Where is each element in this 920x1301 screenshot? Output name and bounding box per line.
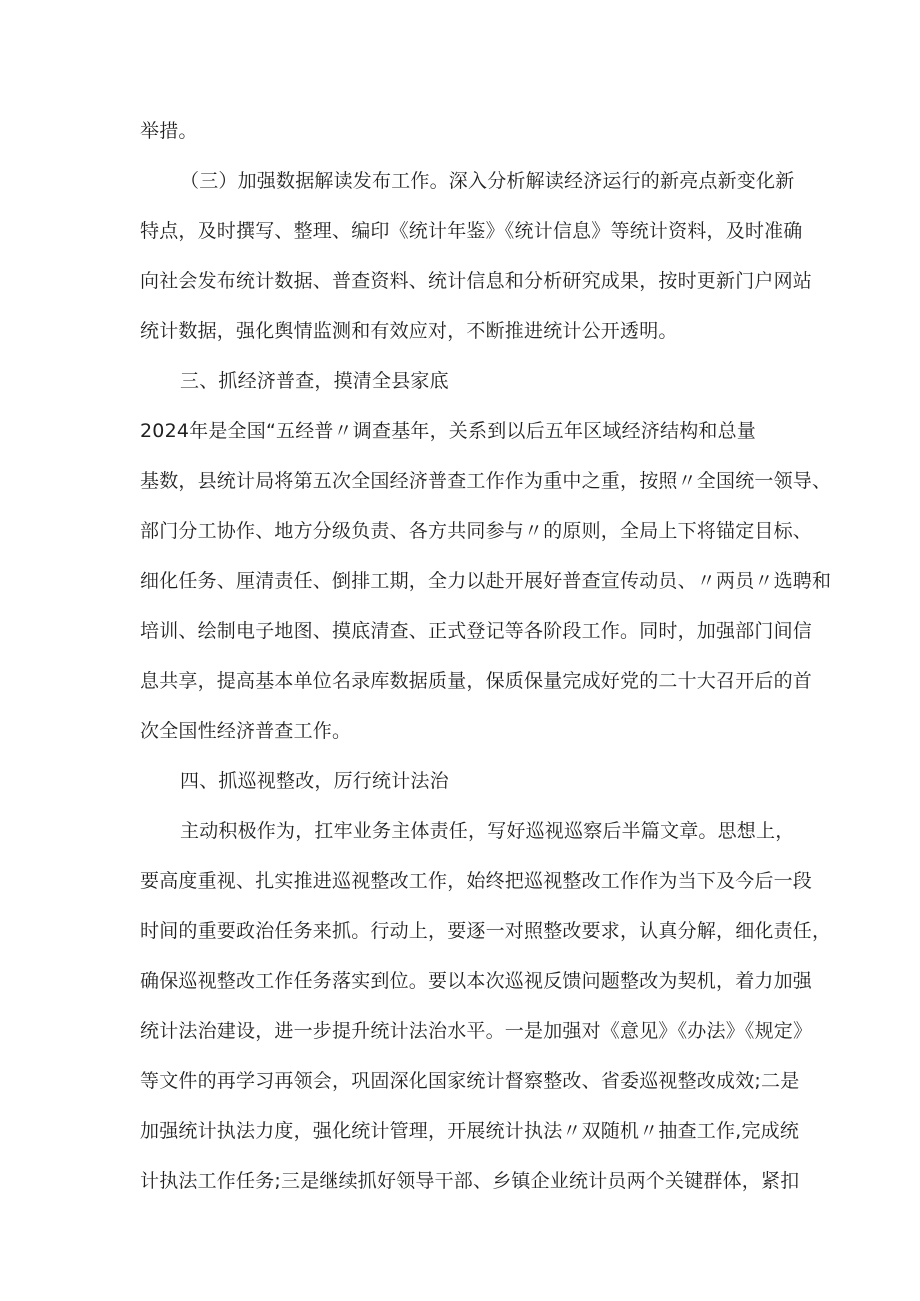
text-line-11: 培训、绘制电子地图、摸底清查、正式登记等各阶段工作。同时，加强部门间信 (140, 620, 813, 642)
text-line-3: 特点，及时撰写、整理、编印《统计年鉴》《统计信息》等统计资料，及时准确 (140, 220, 803, 242)
section-heading-4: 四、抓巡视整改，厉行统计法治 (180, 770, 449, 792)
section-heading-3: 三、抓经济普查，摸清全县家底 (180, 370, 449, 392)
text-line-19: 统计法治建设，进一步提升统计法治水平。一是加强对《意见》《办法》《规定》 (140, 1020, 813, 1042)
text-line-21: 加强统计执法力度，强化统计管理，开展统计执法〃双随机〃抽查工作,完成统 (140, 1120, 800, 1142)
text-line-16: 要高度重视、扎实推进巡视整改工作，始终把巡视整改工作作为当下及今后一段 (140, 870, 813, 892)
text-line-8: 基数，县统计局将第五次全国经济普查工作作为重中之重，按照〃全国统一领导、 (140, 470, 832, 492)
text-line-12: 息共享，提高基本单位名录库数据质量，保质保量完成好党的二十大召开后的首 (140, 670, 813, 692)
text-line-17: 时间的重要政治任务来抓。行动上，要逐一对照整改要求，认真分解，细化责任， (140, 920, 832, 942)
text-line-7: 2024年是全国“五经普〃调查基年，关系到以后五年区域经济结构和总量 (140, 420, 756, 442)
text-line-5: 统计数据，强化舆情监测和有效应对，不断推进统计公开透明。 (140, 320, 678, 342)
text-line-15: 主动积极作为，扛牢业务主体责任，写好巡视巡察后半篇文章。思想上， (180, 820, 795, 842)
text-line-2: （三）加强数据解读发布工作。深入分析解读经济运行的新亮点新变化新 (180, 170, 795, 192)
text-line-1: 举措。 (140, 120, 198, 142)
text-line-10: 细化任务、厘清责任、倒排工期，全力以赴开展好普查宣传动员、〃两员〃选聘和 (140, 570, 832, 592)
text-line-9: 部门分工协作、地方分级负责、各方共同参与〃的原则，全局上下将锚定目标、 (140, 520, 813, 542)
text-line-4: 向社会发布统计数据、普查资料、统计信息和分析研究成果，按时更新门户网站 (140, 270, 813, 292)
text-line-13: 次全国性经济普查工作。 (140, 720, 352, 742)
text-line-20: 等文件的再学习再领会，巩固深化国家统计督察整改、省委巡视整改成效;二是 (140, 1070, 800, 1092)
text-line-22: 计执法工作任务;三是继续抓好领导干部、乡镇企业统计员两个关键群体，紧扣 (140, 1170, 800, 1192)
text-line-18: 确保巡视整改工作任务落实到位。要以本次巡视反馈问题整改为契机，着力加强 (140, 970, 813, 992)
